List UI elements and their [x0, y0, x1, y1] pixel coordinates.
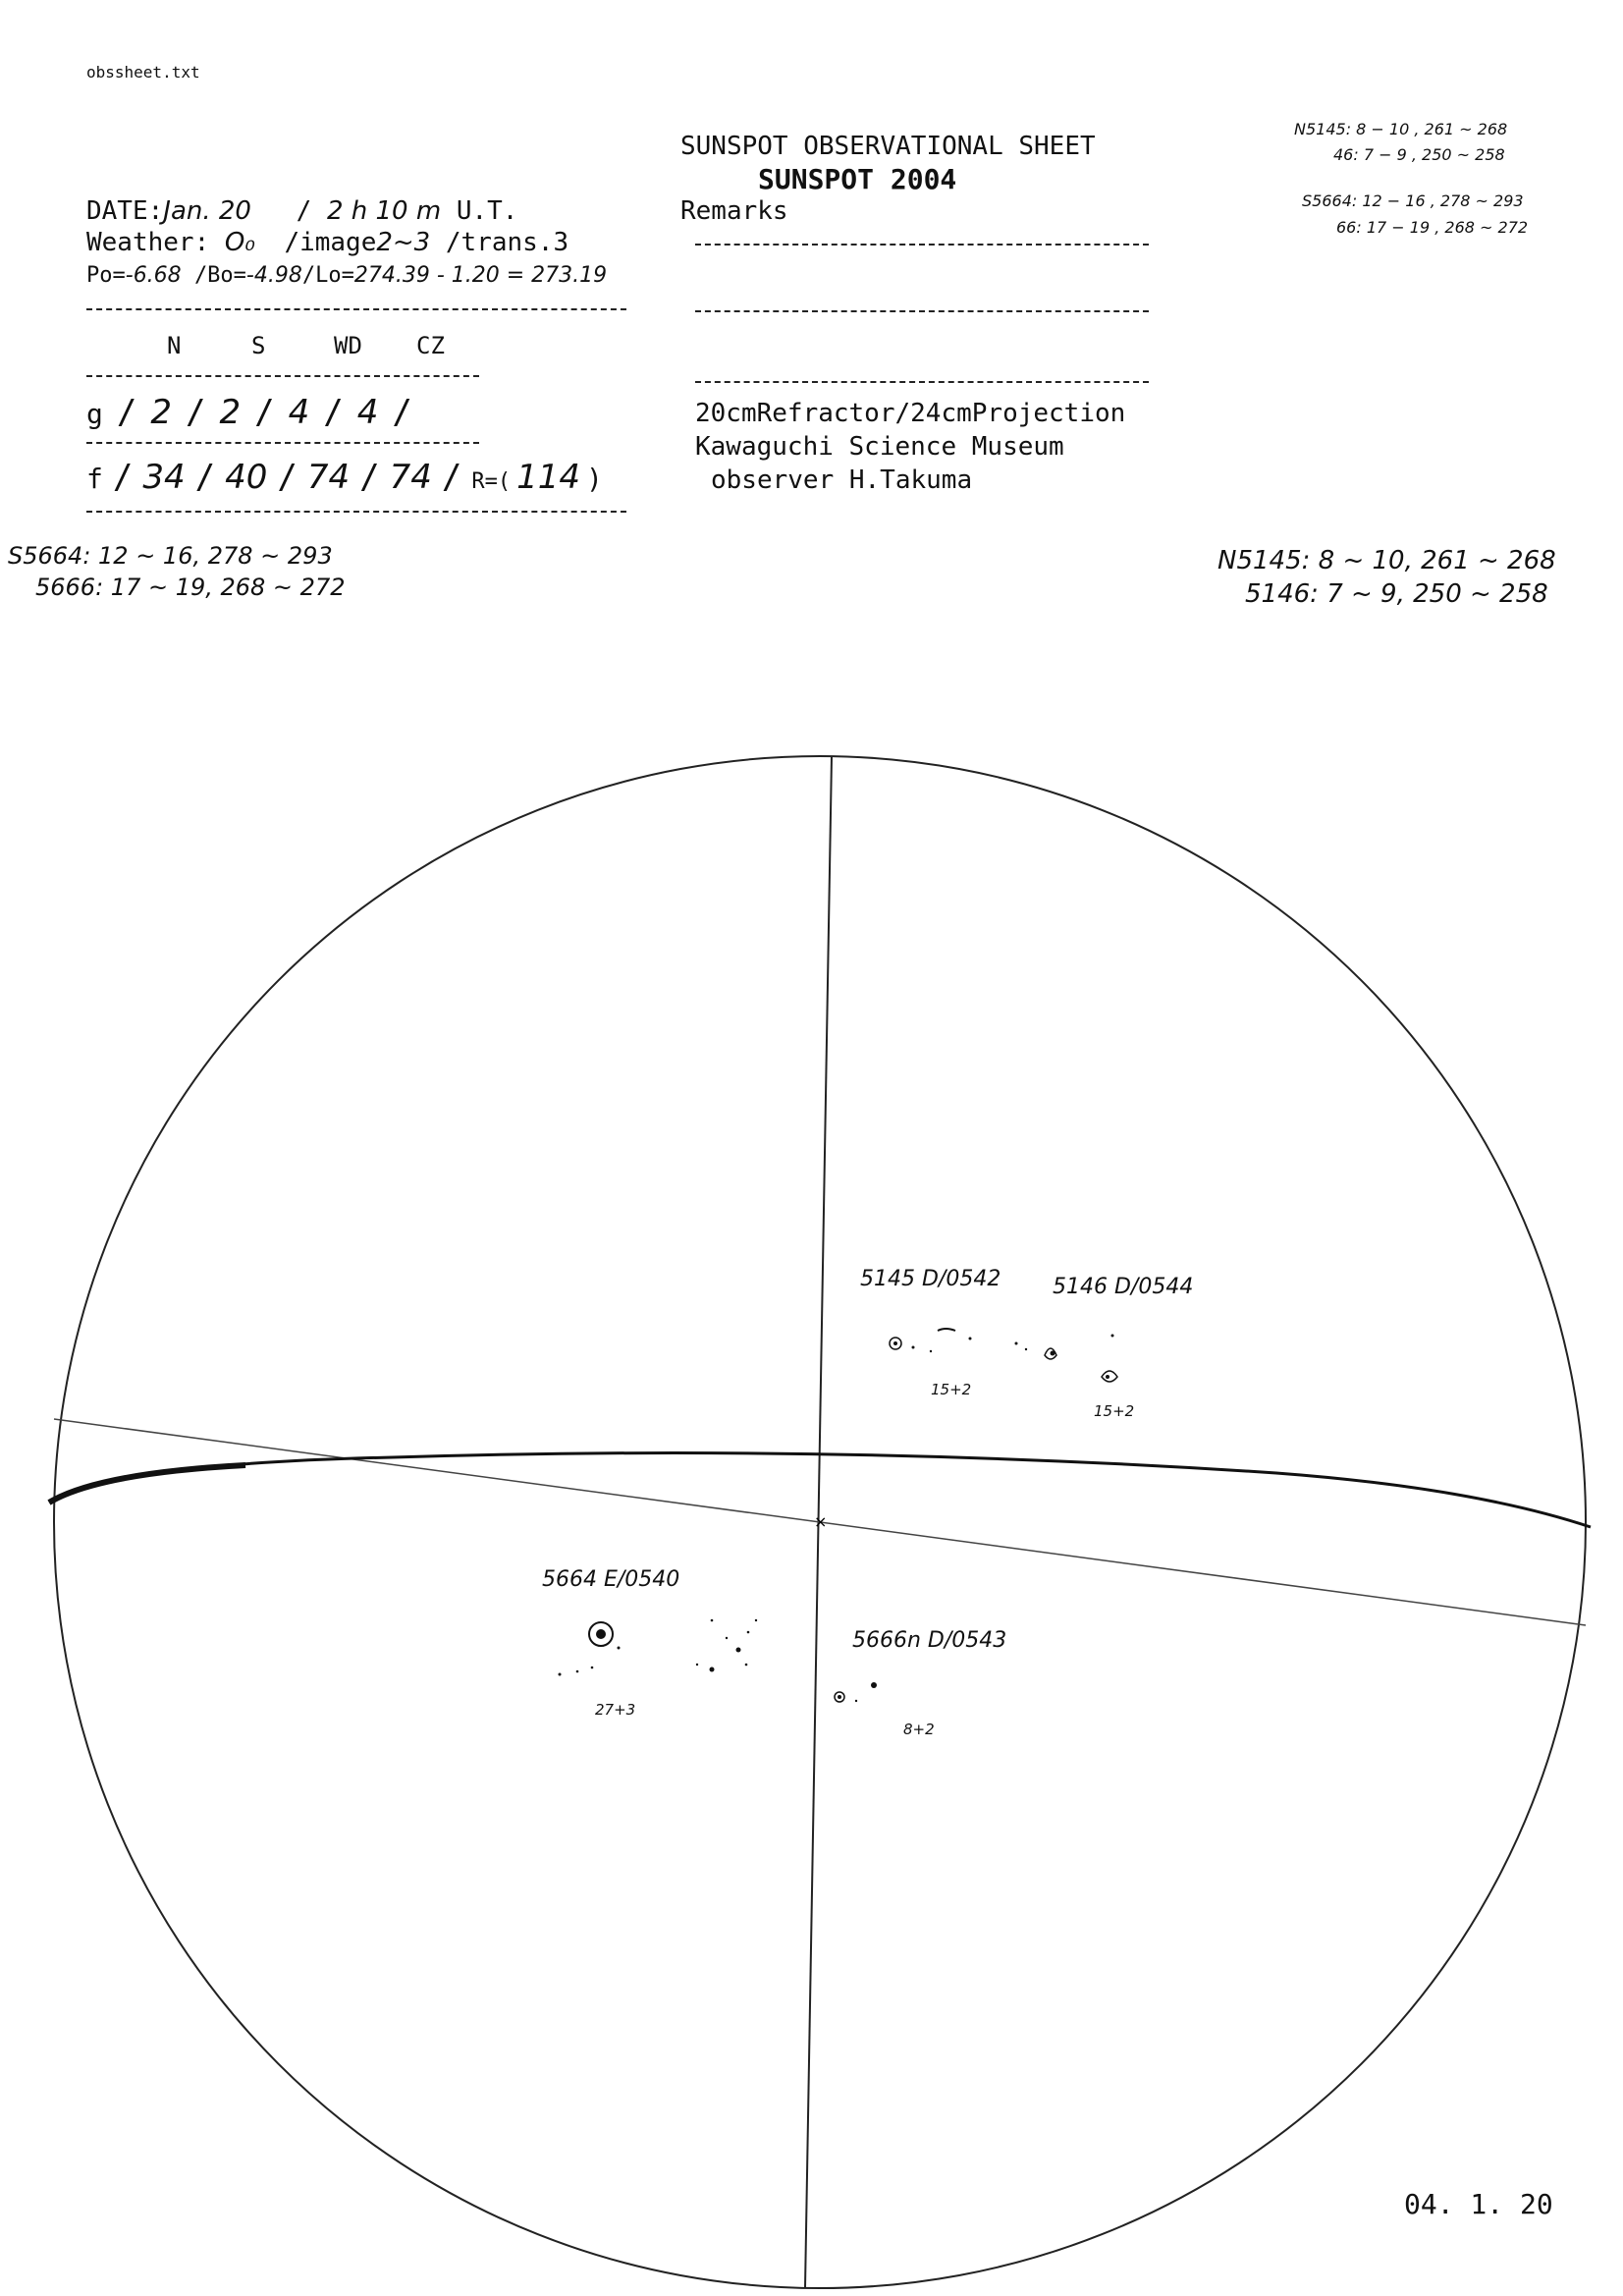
lo-value: 274.39 - 1.20 = 273.19	[353, 263, 608, 288]
g-value-n: 2	[150, 393, 172, 432]
time-suffix: U.T.	[456, 196, 518, 226]
spot-group-5146	[1045, 1335, 1117, 1383]
date-value: Jan. 20	[163, 196, 251, 226]
column-header-n: N	[167, 332, 182, 359]
group-label: 5145 D/0542	[860, 1267, 1001, 1291]
sheet-title: SUNSPOT OBSERVATIONAL SHEET	[680, 132, 1096, 161]
trans-label: /trans.	[445, 228, 554, 257]
date-label: DATE:	[86, 196, 164, 226]
date-stamp: 04. 1. 20	[1404, 2188, 1553, 2220]
f-value-cz: 74	[389, 458, 432, 497]
r-label: R=(	[471, 469, 512, 494]
spot-group-5145	[890, 1329, 1027, 1352]
g-label: g	[86, 398, 103, 430]
image-label: /image	[284, 228, 377, 257]
left-note: S5664: 12 ~ 16, 278 ~ 293	[8, 542, 333, 570]
f-value-n: 34	[142, 458, 186, 497]
top-right-note: S5664: 12 − 16 , 278 ~ 293	[1302, 191, 1524, 210]
left-note: 5666: 17 ~ 19, 268 ~ 272	[35, 574, 346, 601]
right-note: 5146: 7 ~ 9, 250 ~ 258	[1245, 579, 1548, 609]
file-label: obssheet.txt	[86, 63, 200, 82]
date-row: DATE:Jan. 20 / 2 h 10 m U.T.	[86, 196, 518, 226]
po-value: -6.68	[125, 263, 182, 288]
f-value-s: 40	[225, 458, 268, 497]
f-row: f / 34 / 40 / 74 / 74 / R=( 114 )	[86, 458, 603, 497]
po-label: Po=	[86, 263, 126, 288]
g-value-cz: 4	[356, 393, 379, 432]
f-label: f	[86, 463, 103, 495]
group-count: 15+2	[1094, 1402, 1135, 1420]
weather-label: Weather:	[86, 228, 210, 257]
group-count: 8+2	[903, 1721, 935, 1738]
g-row: g / 2 / 2 / 4 / 4 /	[86, 393, 412, 432]
heliographic-equator-line	[49, 1465, 245, 1503]
weather-value: O₀	[224, 228, 255, 257]
bo-label: /Bo=	[193, 263, 246, 288]
right-note: N5145: 8 ~ 10, 261 ~ 268	[1217, 546, 1556, 575]
lo-label: /Lo=	[301, 263, 354, 288]
top-right-note: N5145: 8 − 10 , 261 ~ 268	[1294, 120, 1508, 138]
f-value-wd: 74	[306, 458, 351, 497]
column-header-s: S	[251, 332, 266, 359]
image-value: 2~3	[376, 228, 431, 257]
g-value-wd: 4	[288, 393, 310, 432]
g-value-s: 2	[219, 393, 242, 432]
r-value: 114	[516, 458, 580, 497]
column-header-wd: WD	[334, 332, 362, 359]
telescope-info: 20cmRefractor/24cmProjection	[695, 399, 1126, 428]
spot-group-5664	[559, 1619, 758, 1676]
r-close: )	[586, 463, 603, 495]
bo-value: -4.98	[245, 263, 302, 288]
column-header-cz: CZ	[416, 332, 445, 359]
group-count: 27+3	[595, 1701, 636, 1719]
remarks-label: Remarks	[680, 196, 788, 226]
time-value: 2 h 10 m	[326, 196, 442, 226]
group-label: 5664 E/0540	[542, 1567, 680, 1592]
sheet-subtitle: SUNSPOT 2004	[758, 163, 957, 195]
top-right-note: 46: 7 − 9 , 250 ~ 258	[1333, 145, 1505, 164]
group-count: 15+2	[931, 1381, 972, 1398]
observer-info: observer H.Takuma	[711, 465, 973, 495]
disk-center-mark: ×	[814, 1512, 828, 1531]
trans-value: 3	[553, 228, 569, 257]
spot-group-5666	[835, 1682, 877, 1702]
group-label: 5146 D/0544	[1053, 1275, 1194, 1299]
group-label: 5666n D/0543	[852, 1628, 1007, 1653]
museum-info: Kawaguchi Science Museum	[695, 432, 1064, 462]
top-right-note: 66: 17 − 19 , 268 ~ 272	[1336, 218, 1529, 237]
